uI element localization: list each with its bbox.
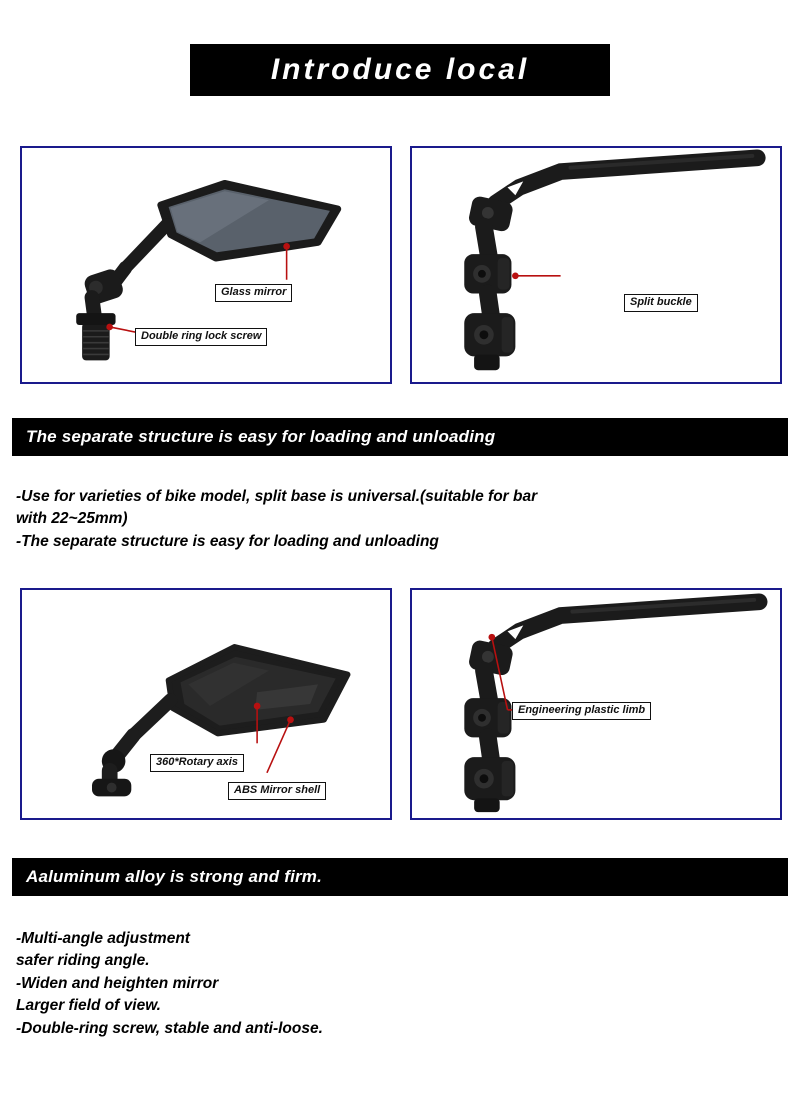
panel-mirror-back-view — [20, 588, 392, 820]
section-heading-bar-1 — [12, 418, 788, 456]
callout-double-ring-lock-screw: Double ring lock screw — [135, 328, 267, 346]
section-2-line-3: -Widen and heighten mirror — [16, 974, 219, 992]
mirror-shell-illustration — [22, 590, 390, 818]
panel-mirror-limb-view — [410, 588, 782, 820]
section-1-line-3: -The separate structure is easy for loading and unloading — [16, 532, 439, 550]
mirror-front-illustration — [22, 148, 390, 382]
section-1-line-1: -Use for varieties of bike model, split base is universal.(suitable for bar — [16, 488, 538, 505]
section-heading-bar-2 — [12, 858, 788, 896]
callout-abs-mirror-shell: ABS Mirror shell — [228, 782, 326, 800]
section-2-line-4: Larger field of view. — [16, 997, 161, 1015]
section-heading-1: The separate structure is easy for loading and unloading — [26, 427, 496, 446]
section-body-1 — [16, 486, 786, 553]
panel-mirror-mount-view — [410, 146, 782, 384]
section-heading-2: Aaluminum alloy is strong and firm. — [26, 867, 323, 886]
callout-split-buckle: Split buckle — [624, 294, 698, 312]
section-1-line-2: with 22~25mm) — [16, 510, 128, 528]
callout-rotary-axis: 360*Rotary axis — [150, 754, 244, 772]
section-2-line-5: -Double-ring screw, stable and anti-loose. — [16, 1019, 323, 1037]
panel-mirror-front-view — [20, 146, 392, 384]
section-2-line-2: safer riding angle. — [16, 952, 150, 970]
section-body-2 — [16, 928, 786, 1040]
section-2-line-1: -Multi-angle adjustment — [16, 930, 190, 947]
callout-engineering-plastic-limb: Engineering plastic limb — [512, 702, 651, 720]
page-title-banner — [190, 44, 610, 96]
split-buckle-illustration — [412, 148, 780, 382]
callout-glass-mirror: Glass mirror — [215, 284, 292, 302]
page-title: Introduce local — [270, 53, 530, 86]
